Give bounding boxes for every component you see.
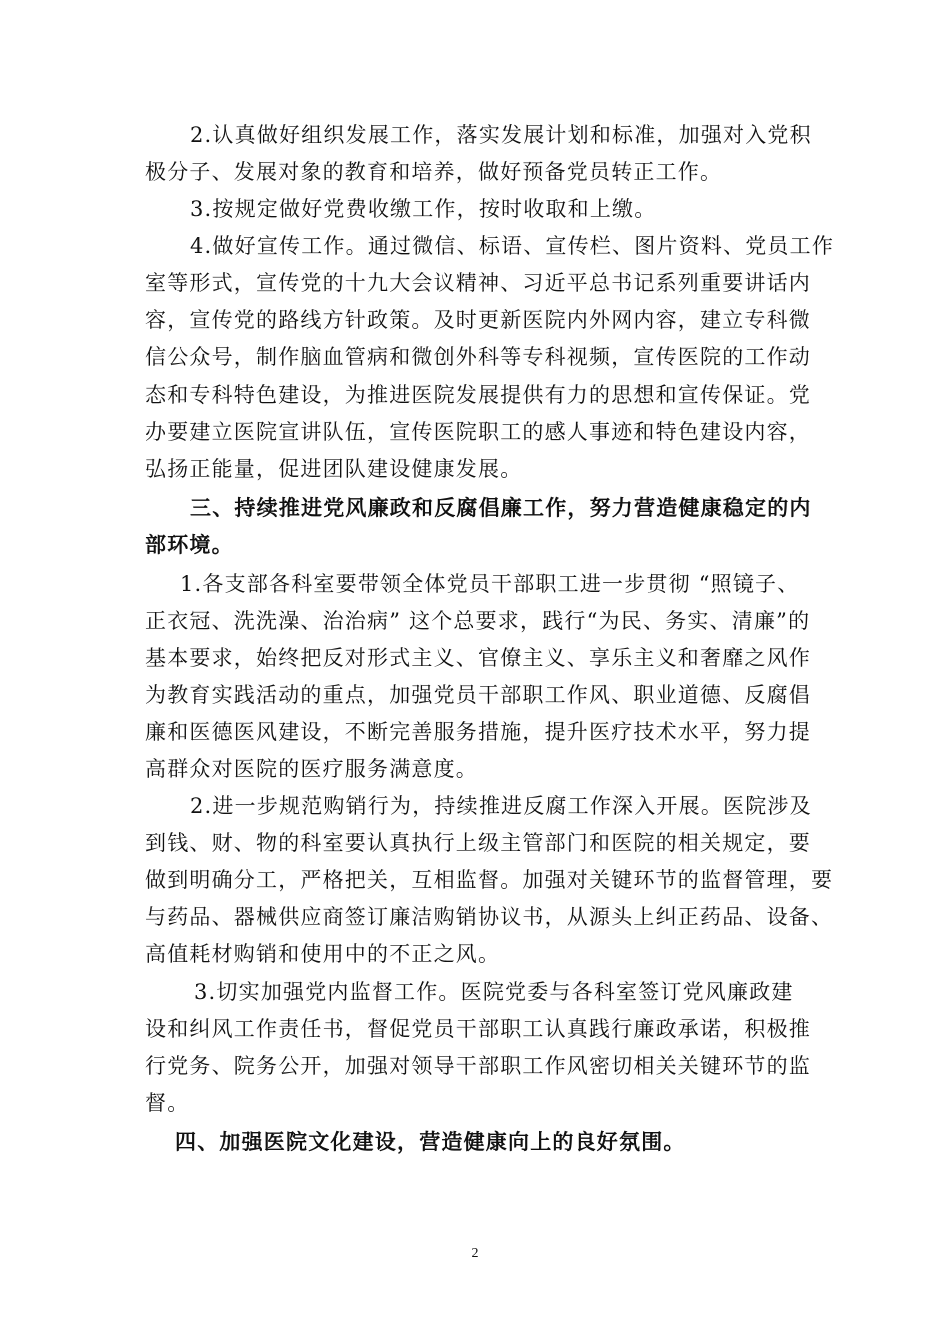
paragraph-line: 与药品、器械供应商签订廉洁购销协议书，从源头上纠正药品、设备、 — [145, 905, 834, 929]
paragraph-line: 基本要求，始终把反对形式主义、官僚主义、享乐主义和奢靡之风作 — [145, 646, 811, 670]
paragraph-line: 2.进一步规范购销行为，持续推进反腐工作深入开展。医院涉及 — [190, 794, 812, 818]
paragraph-line: 弘扬正能量，促进团队建设健康发展。 — [145, 457, 523, 481]
paragraph-line: 3.切实加强党内监督工作。医院党委与各科室签订党风廉政建 — [194, 980, 794, 1004]
section-heading: 部环境。 — [145, 532, 234, 557]
paragraph-line: 正衣冠、洗洗澡、治治病” 这个总要求，践行“为民、务实、清廉”的 — [145, 609, 811, 633]
paragraph-line: 3.按规定做好党费收缴工作，按时收取和上缴。 — [190, 197, 657, 221]
paragraph-line: 做到明确分工，严格把关，互相监督。加强对关键环节的监督管理，要 — [145, 868, 834, 892]
paragraph-line: 高群众对医院的医疗服务满意度。 — [145, 757, 478, 781]
paragraph-line: 态和专科特色建设，为推进医院发展提供有力的思想和宣传保证。党 — [145, 383, 811, 407]
section-heading: 四、加强医院文化建设，营造健康向上的良好氛围。 — [175, 1129, 686, 1154]
page-number: 2 — [471, 1246, 479, 1261]
paragraph-line: 4.做好宣传工作。通过微信、标语、宣传栏、图片资料、党员工作 — [190, 234, 835, 258]
paragraph-line: 督。 — [145, 1091, 190, 1115]
paragraph-line: 信公众号，制作脑血管病和微创外科等专科视频，宣传医院的工作动 — [145, 345, 811, 369]
section-heading: 三、持续推进党风廉政和反腐倡廉工作，努力营造健康稳定的内 — [190, 495, 812, 520]
paragraph-line: 设和纠风工作责任书，督促党员干部职工认真践行廉政承诺，积极推 — [145, 1017, 811, 1041]
paragraph-line: 为教育实践活动的重点，加强党员干部职工作风、职业道德、反腐倡 — [145, 683, 811, 707]
paragraph-line: 2.认真做好组织发展工作，落实发展计划和标准，加强对入党积 — [190, 123, 812, 147]
paragraph-line: 容，宣传党的路线方针政策。及时更新医院内外网内容，建立专科微 — [145, 308, 811, 332]
paragraph-line: 到钱、财、物的科室要认真执行上级主管部门和医院的相关规定，要 — [145, 831, 811, 855]
paragraph-line: 廉和医德医风建设，不断完善服务措施，提升医疗技术水平，努力提 — [145, 720, 811, 744]
paragraph-line: 高值耗材购销和使用中的不正之风。 — [145, 942, 501, 966]
paragraph-line: 极分子、发展对象的教育和培养，做好预备党员转正工作。 — [145, 160, 723, 184]
paragraph-line: 办要建立医院宣讲队伍，宣传医院职工的感人事迹和特色建设内容， — [145, 420, 811, 444]
paragraph-line: 室等形式，宣传党的十九大会议精神、习近平总书记系列重要讲话内 — [145, 271, 811, 295]
paragraph-line: 1.各支部各科室要带领全体党员干部职工进一步贯彻 “照镜子、 — [180, 572, 800, 596]
paragraph-line: 行党务、院务公开，加强对领导干部职工作风密切相关关键环节的监 — [145, 1054, 811, 1078]
